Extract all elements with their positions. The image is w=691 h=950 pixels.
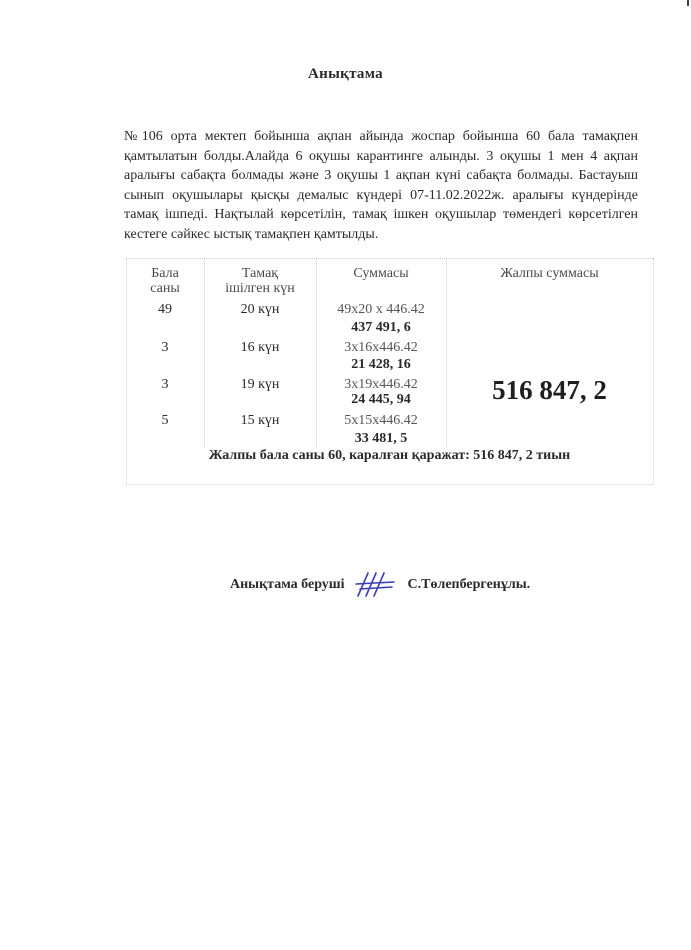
header-amount: Суммасы <box>353 266 409 281</box>
grand-total: 516 847, 2 <box>492 375 607 405</box>
row3-days: 19 күн <box>240 377 280 392</box>
header-children-count: Бала саны <box>150 266 180 296</box>
row3-formula: 3х19х446.42 <box>344 377 418 392</box>
row4-count: 5 <box>161 413 169 428</box>
header-total-amount: Жалпы суммасы <box>500 266 599 281</box>
signature-label: Анықтама беруші <box>230 577 345 592</box>
row1-count: 49 <box>158 302 172 317</box>
row2-formula: 3х16х446.42 <box>344 340 418 355</box>
row2-days: 16 күн <box>240 340 280 355</box>
table-summary: Жалпы бала саны 60, каралған қаражат: 516 847, 2 тиын <box>208 448 571 463</box>
row4-formula: 5х15х446.42 <box>344 413 418 428</box>
row2-count: 3 <box>161 340 169 355</box>
table-border-right <box>653 258 654 484</box>
meal-table <box>126 258 653 484</box>
row3-sum: 24 445, 94 <box>351 392 411 407</box>
table-border-bottom <box>126 484 653 485</box>
row1-sum: 437 491, 6 <box>351 320 411 335</box>
document-title: Анықтама <box>308 66 383 82</box>
table-border-top <box>126 258 653 259</box>
row1-formula: 49х20 х 446.42 <box>337 302 425 317</box>
signature-line <box>230 570 530 600</box>
row2-sum: 21 428, 16 <box>351 357 411 372</box>
document-paragraph: №106 орта мектеп бойынша ақпан айында жоспар бойынша 60 бала тамақпен қамтылатын болды.Алайда 6 оқушы карантинге алынды. 3 оқушы 1 мен 4 ақпан аралығы сабақта болмады және 3 оқушы 1 ақпан күні сабақта болмады. Бастауыш сынып оқушылары қысқы демалыс күндері 07-11.02.2022ж. аралығы күндерінде тамақ ішпеді. Нақтылай көрсетілін, тамақ ішкен оқушылар төмендегі көрсетілген кестеге сәйкес ыстық тамақпен қамтылды. <box>124 129 638 242</box>
scan-edge-mark <box>687 0 689 6</box>
row4-sum: 33 481, 5 <box>354 431 408 446</box>
table-divider-3 <box>446 258 447 448</box>
signature-name: С.Төлепбергенұлы. <box>407 577 531 592</box>
row4-days: 15 күн <box>240 413 280 428</box>
row3-count: 3 <box>161 377 169 392</box>
header-days: Тамақ ішілген күн <box>225 266 295 296</box>
handwritten-signature <box>354 570 398 600</box>
row1-days: 20 күн <box>240 302 280 317</box>
